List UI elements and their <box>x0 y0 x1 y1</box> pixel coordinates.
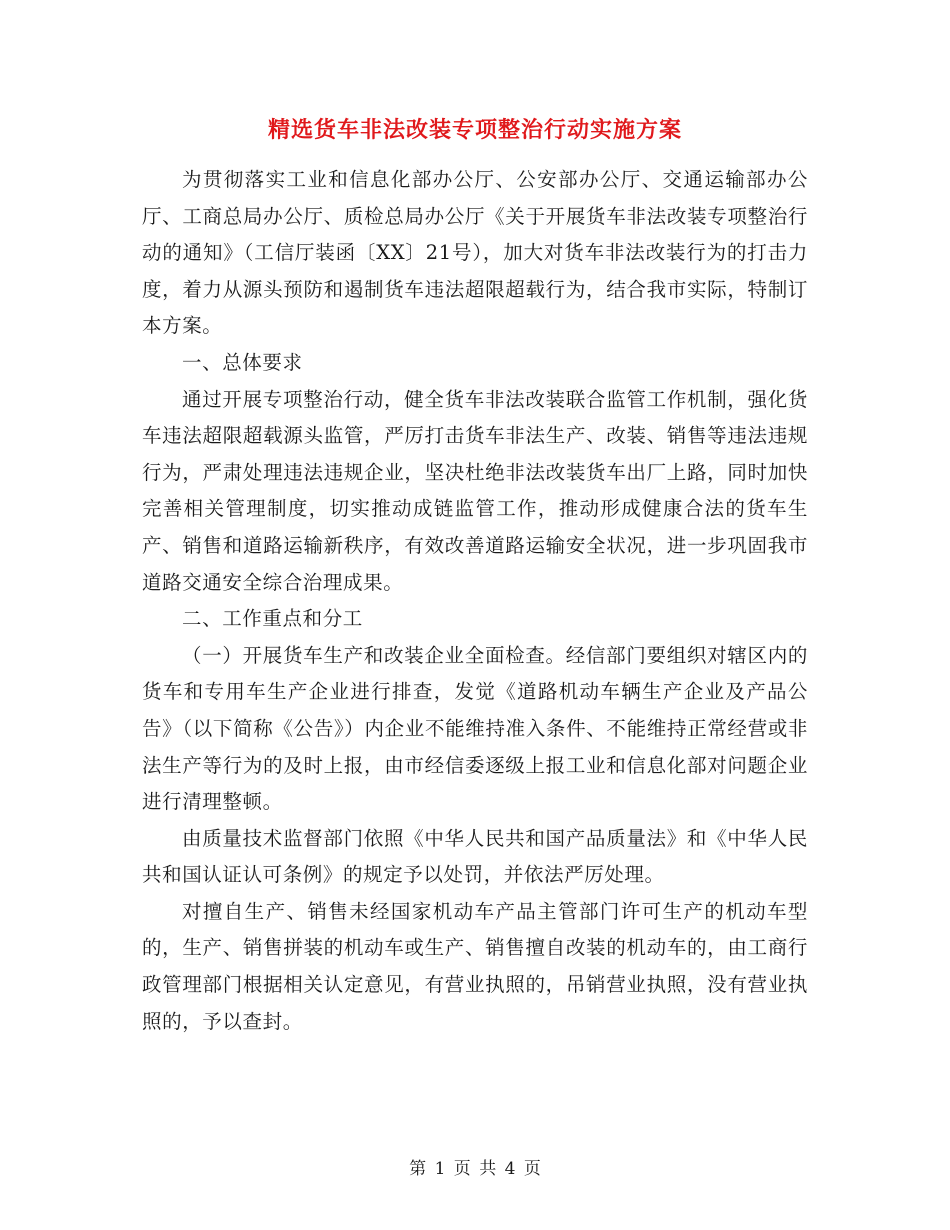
document-body <box>142 162 808 1040</box>
paragraph-inspection: （一）开展货车生产和改装企业全面检查。经信部门要组织对辖区内的货车和专用车生产企业进行排查，发觉《道路机动车辆生产企业及产品公告》（以下简称《公告》）内企业不能维持准入条件、不能维持正常经营或非法生产等行为的及时上报，由市经信委逐级上报工业和信息化部对问题企业进行清理整顿。 <box>142 643 808 814</box>
paragraph-quality-supervision: 由质量技术监督部门依照《中华人民共和国产品质量法》和《中华人民共和国认证认可条例》的规定予以处罚，并依法严厉处理。 <box>142 826 808 887</box>
paragraph-intro: 为贯彻落实工业和信息化部办公厅、公安部办公厅、交通运输部办公厅、工商总局办公厅、质检总局办公厅《关于开展货车非法改装专项整治行动的通知》（工信厅装函〔XX〕21号），加大对货车非法改装行为的打击力度，着力从源头预防和遏制货车违法超限超载行为，结合我市实际，特制订本方案。 <box>142 168 808 338</box>
page-footer: 第 1 页 共 4 页 <box>409 1159 541 1179</box>
paragraph-commerce-administration: 对擅自生产、销售未经国家机动车产品主管部门许可生产的机动车型的，生产、销售拼装的机动车或生产、销售擅自改装的机动车的，由工商行政管理部门根据相关认定意见，有营业执照的，吊销营业执照，没有营业执照的，予以查封。 <box>142 899 808 1033</box>
paragraph-general-requirements: 通过开展专项整治行动，健全货车非法改装联合监管工作机制，强化货车违法超限超载源头监管，严厉打击货车非法生产、改装、销售等违法违规行为，严肃处理违法违规企业，坚决杜绝非法改装货车出厂上路，同时加快完善相关管理制度，切实推动成链监管工作，推动形成健康合法的货车生产、销售和道路运输新秩序，有效改善道路运输安全状况，进一步巩固我市道路交通安全综合治理成果。 <box>142 387 808 594</box>
section-heading-1: 一、总体要求 <box>182 350 303 374</box>
section-heading-2: 二、工作重点和分工 <box>182 607 363 631</box>
document-title: 精选货车非法改装专项整治行动实施方案 <box>267 118 682 143</box>
